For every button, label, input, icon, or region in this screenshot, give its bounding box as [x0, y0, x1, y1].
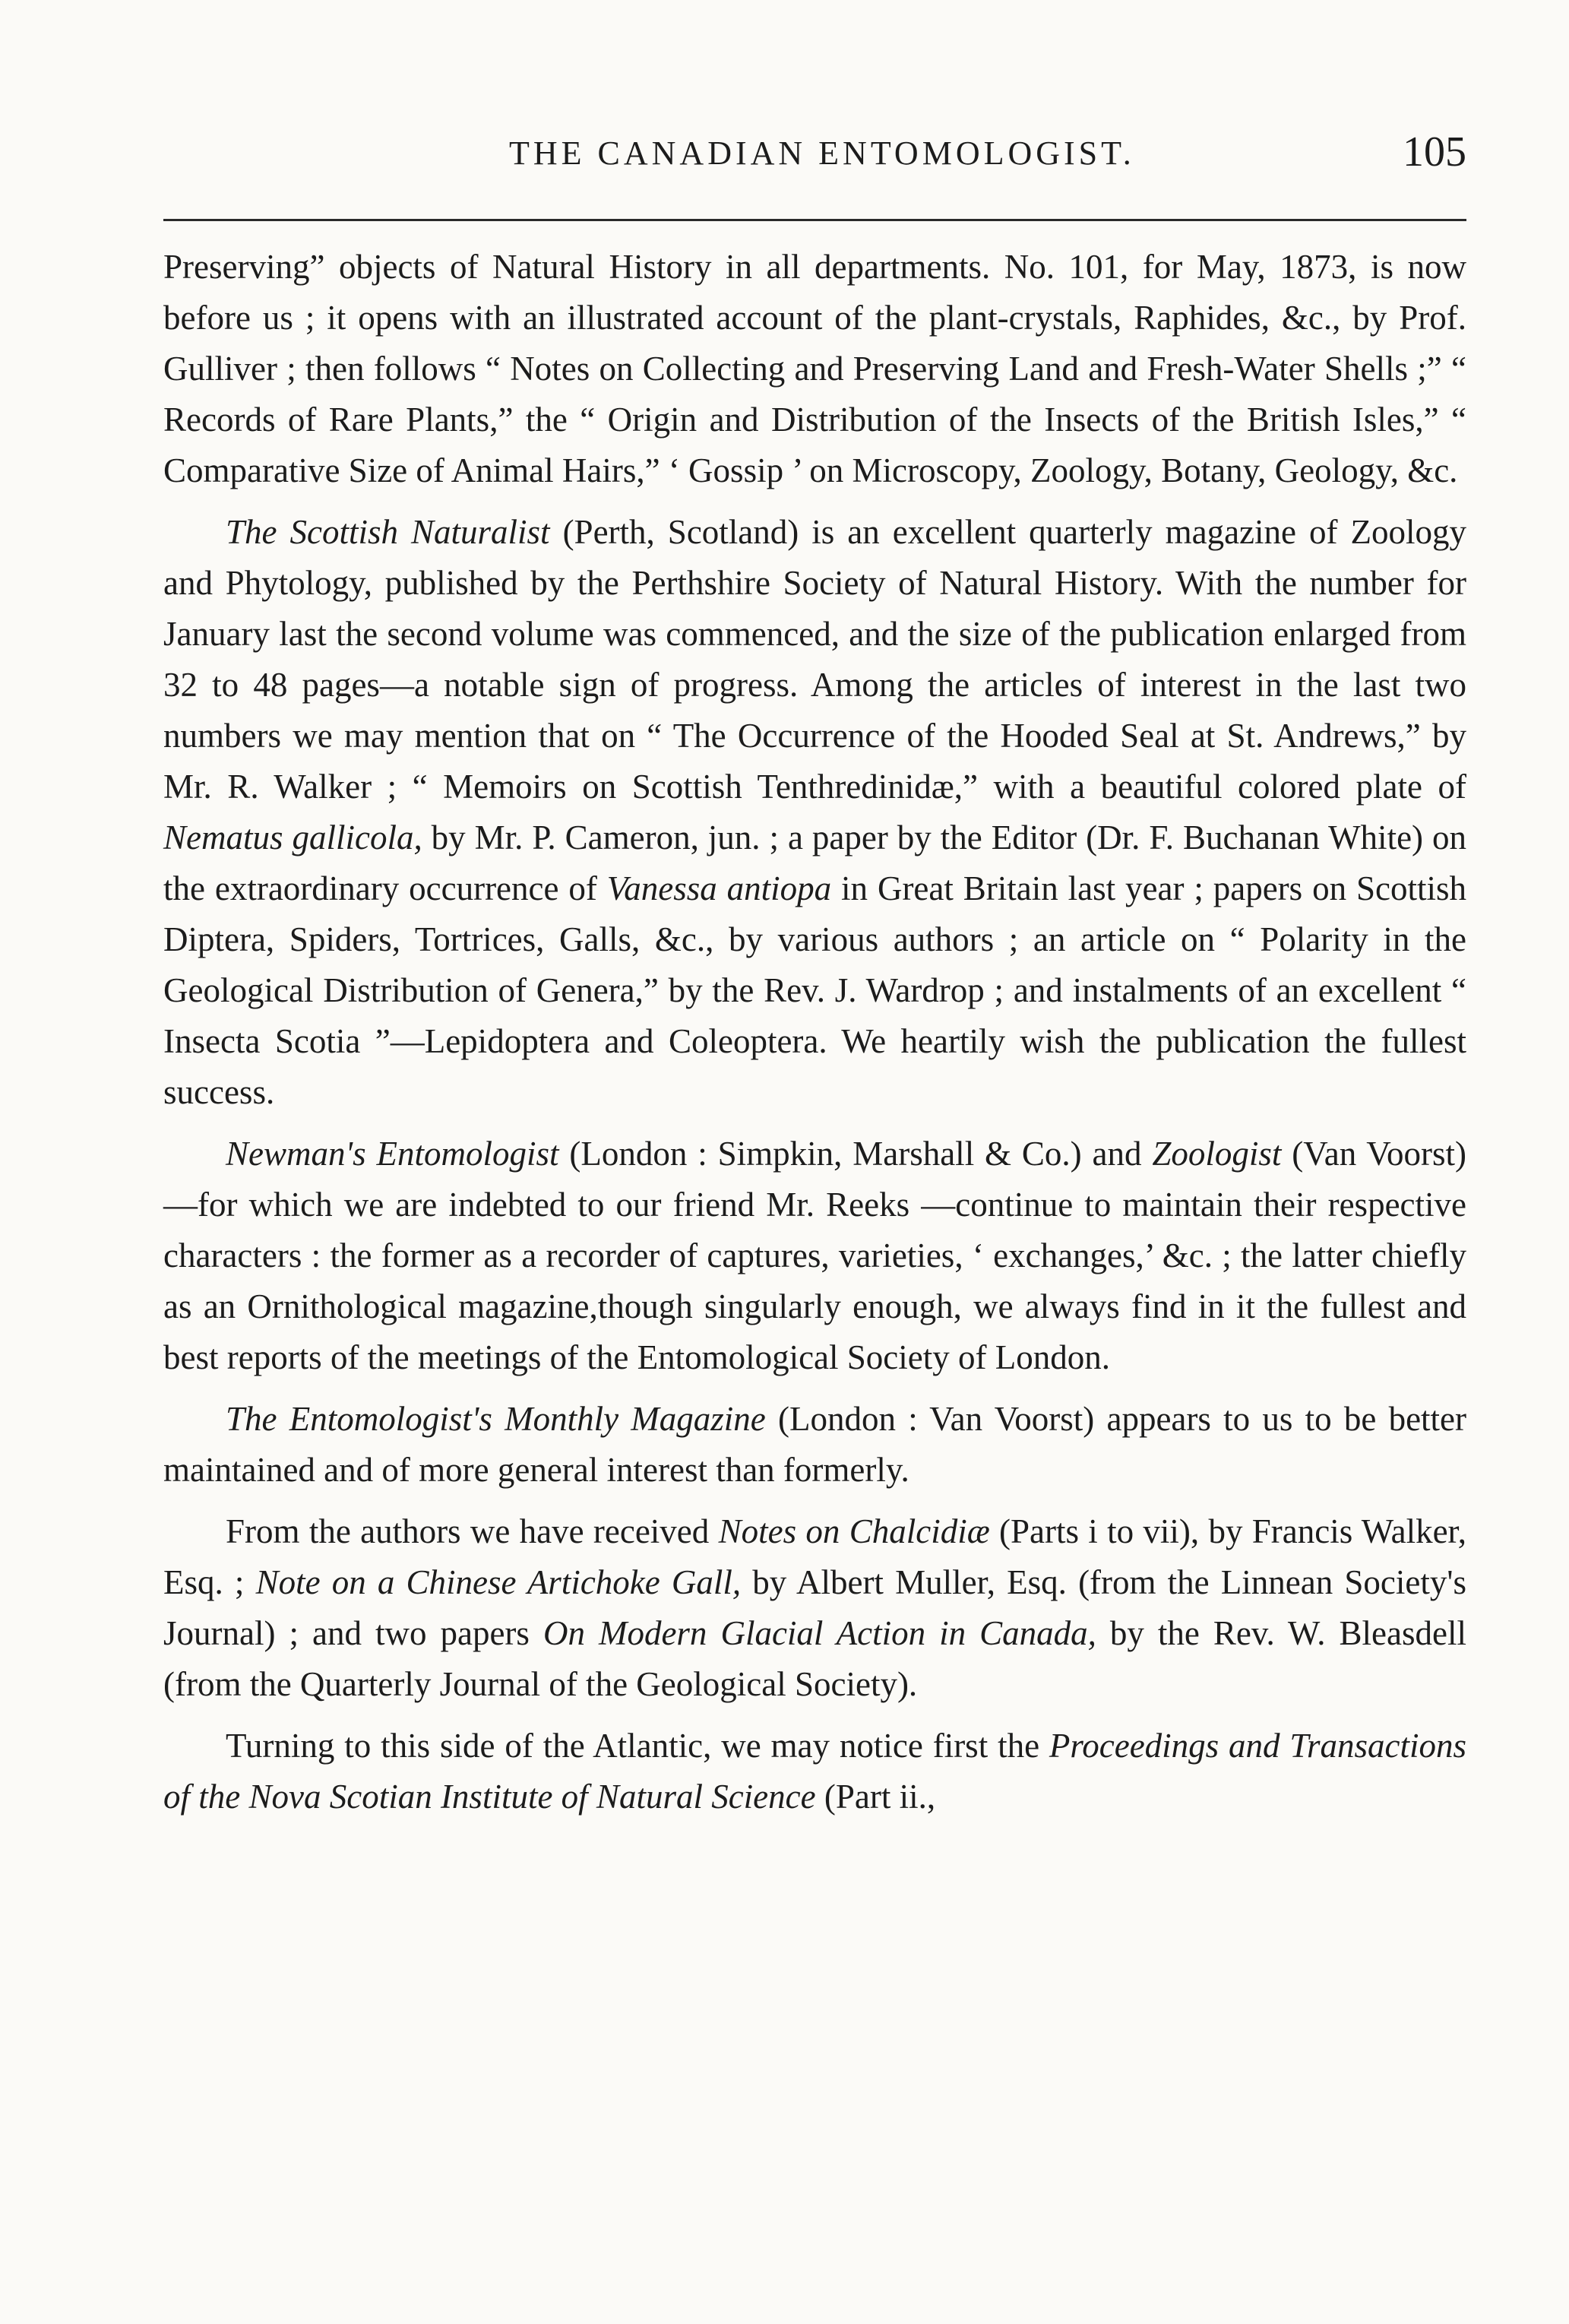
italic-title: The Scottish Naturalist [226, 513, 550, 551]
text-run: (Van Voorst)—for which we are indebted to our friend Mr. Reeks —continue to maintain their respective characters : the former as a recorder of captures, varieties, ‘ exchanges,’ &c. ; the latter chiefly as an Ornithological magazine,though singularly enough, we always find in it the fullest and best reports of the meetings of the Entomological Society of London. [163, 1135, 1466, 1376]
italic-title: Note on a Chinese Artichoke Gall, [255, 1563, 742, 1601]
italic-title: Notes on Chalcidiæ [718, 1512, 990, 1550]
running-title: THE CANADIAN ENTOMOLOGIST. [509, 135, 1135, 172]
text-run: Preserving” objects of Natural History in all departments. No. 101, for May, 1873, is now before us ; it opens with an illustrated account of the plant-crystals, Raphides, &c., by Prof. Gulliver ; then follows “ Notes on Collecting and Preserving Land and Fresh-Water Shells ;” “ Records of Rare Plants,” the “ Origin and Distribution of the Insects of the British Isles,” “ Comparative Size of Animal Hairs,” ‘ Gossip ’ on Microscopy, Zoology, Botany, Geology, &c. [163, 248, 1466, 489]
italic-title: Nematus gallicola, [163, 818, 422, 856]
text-run: From the authors we have received [226, 1512, 719, 1550]
page-number: 105 [1403, 128, 1466, 176]
italic-title: Zoologist [1152, 1135, 1282, 1173]
text-run: (Perth, Scotland) is an excellent quarterly magazine of Zoology and Phytology, published by the Perthshire Society of Natural History. With the number for January last the second volume was commenced, and the size of the publication enlarged from 32 to 48 pages—a notable sign of progress. Among the articles of interest in the last two numbers we may mention that on “ The Occurrence of the Hooded Seal at St. Andrews,” by Mr. R. Walker ; “ Memoirs on Scottish Tenthredinidæ,” with a beautiful colored plate of [163, 513, 1466, 806]
paragraph-scottish-naturalist [163, 507, 1466, 1118]
italic-title: Newman's Entomologist [226, 1135, 559, 1173]
italic-title: Vanessa antiopa [606, 869, 832, 907]
italic-title: On Modern Glacial Action in Canada, [543, 1614, 1096, 1652]
text-run: Turning to this side of the Atlantic, we may notice first the [226, 1727, 1049, 1765]
italic-title: The Entomologist's Monthly Magazine [226, 1400, 766, 1438]
text-run: by the Rev. W. Bleasdell (from the Quarterly Journal of the Geological Society). [163, 1614, 1466, 1703]
paragraph-monthly-magazine [163, 1394, 1466, 1496]
text-run: by Albert Muller, Esq. (from the Linnean Society's Journal) ; and two papers [163, 1563, 1466, 1652]
paragraph-continued [163, 242, 1466, 496]
text-run: (Parts i to vii), by Francis Walker, Esq. ; [163, 1512, 1466, 1601]
text-run: (London : Simpkin, Marshall & Co.) and [558, 1135, 1153, 1173]
paragraph-newmans-entomologist [163, 1129, 1466, 1383]
text-run: in Great Britain last year ; papers on Scottish Diptera, Spiders, Tortrices, Galls, &c., by various authors ; an article on “ Polarity in the Geological Distribution of Genera,” by the Rev. J. Wardrop ; and instalments of an excellent “ Insecta Scotia ”—Lepidoptera and Coleoptera. We heartily wish the publication the fullest success. [163, 869, 1466, 1111]
paragraph-atlantic [163, 1721, 1466, 1822]
text-run: (London : Van Voorst) appears to us to be better maintained and of more general interest than formerly. [163, 1400, 1466, 1489]
body-text [163, 242, 1466, 1822]
running-head [163, 128, 1466, 188]
italic-title: Proceedings and Transactions of the Nova Scotian Institute of Natural Science [163, 1727, 1466, 1816]
header-rule [163, 219, 1466, 221]
paragraph-authors-received [163, 1506, 1466, 1710]
text-run: (Part ii., [815, 1778, 936, 1816]
text-run: by Mr. P. Cameron, jun. ; a paper by the Editor (Dr. F. Buchanan White) on the extraordinary occurrence of [163, 818, 1466, 907]
